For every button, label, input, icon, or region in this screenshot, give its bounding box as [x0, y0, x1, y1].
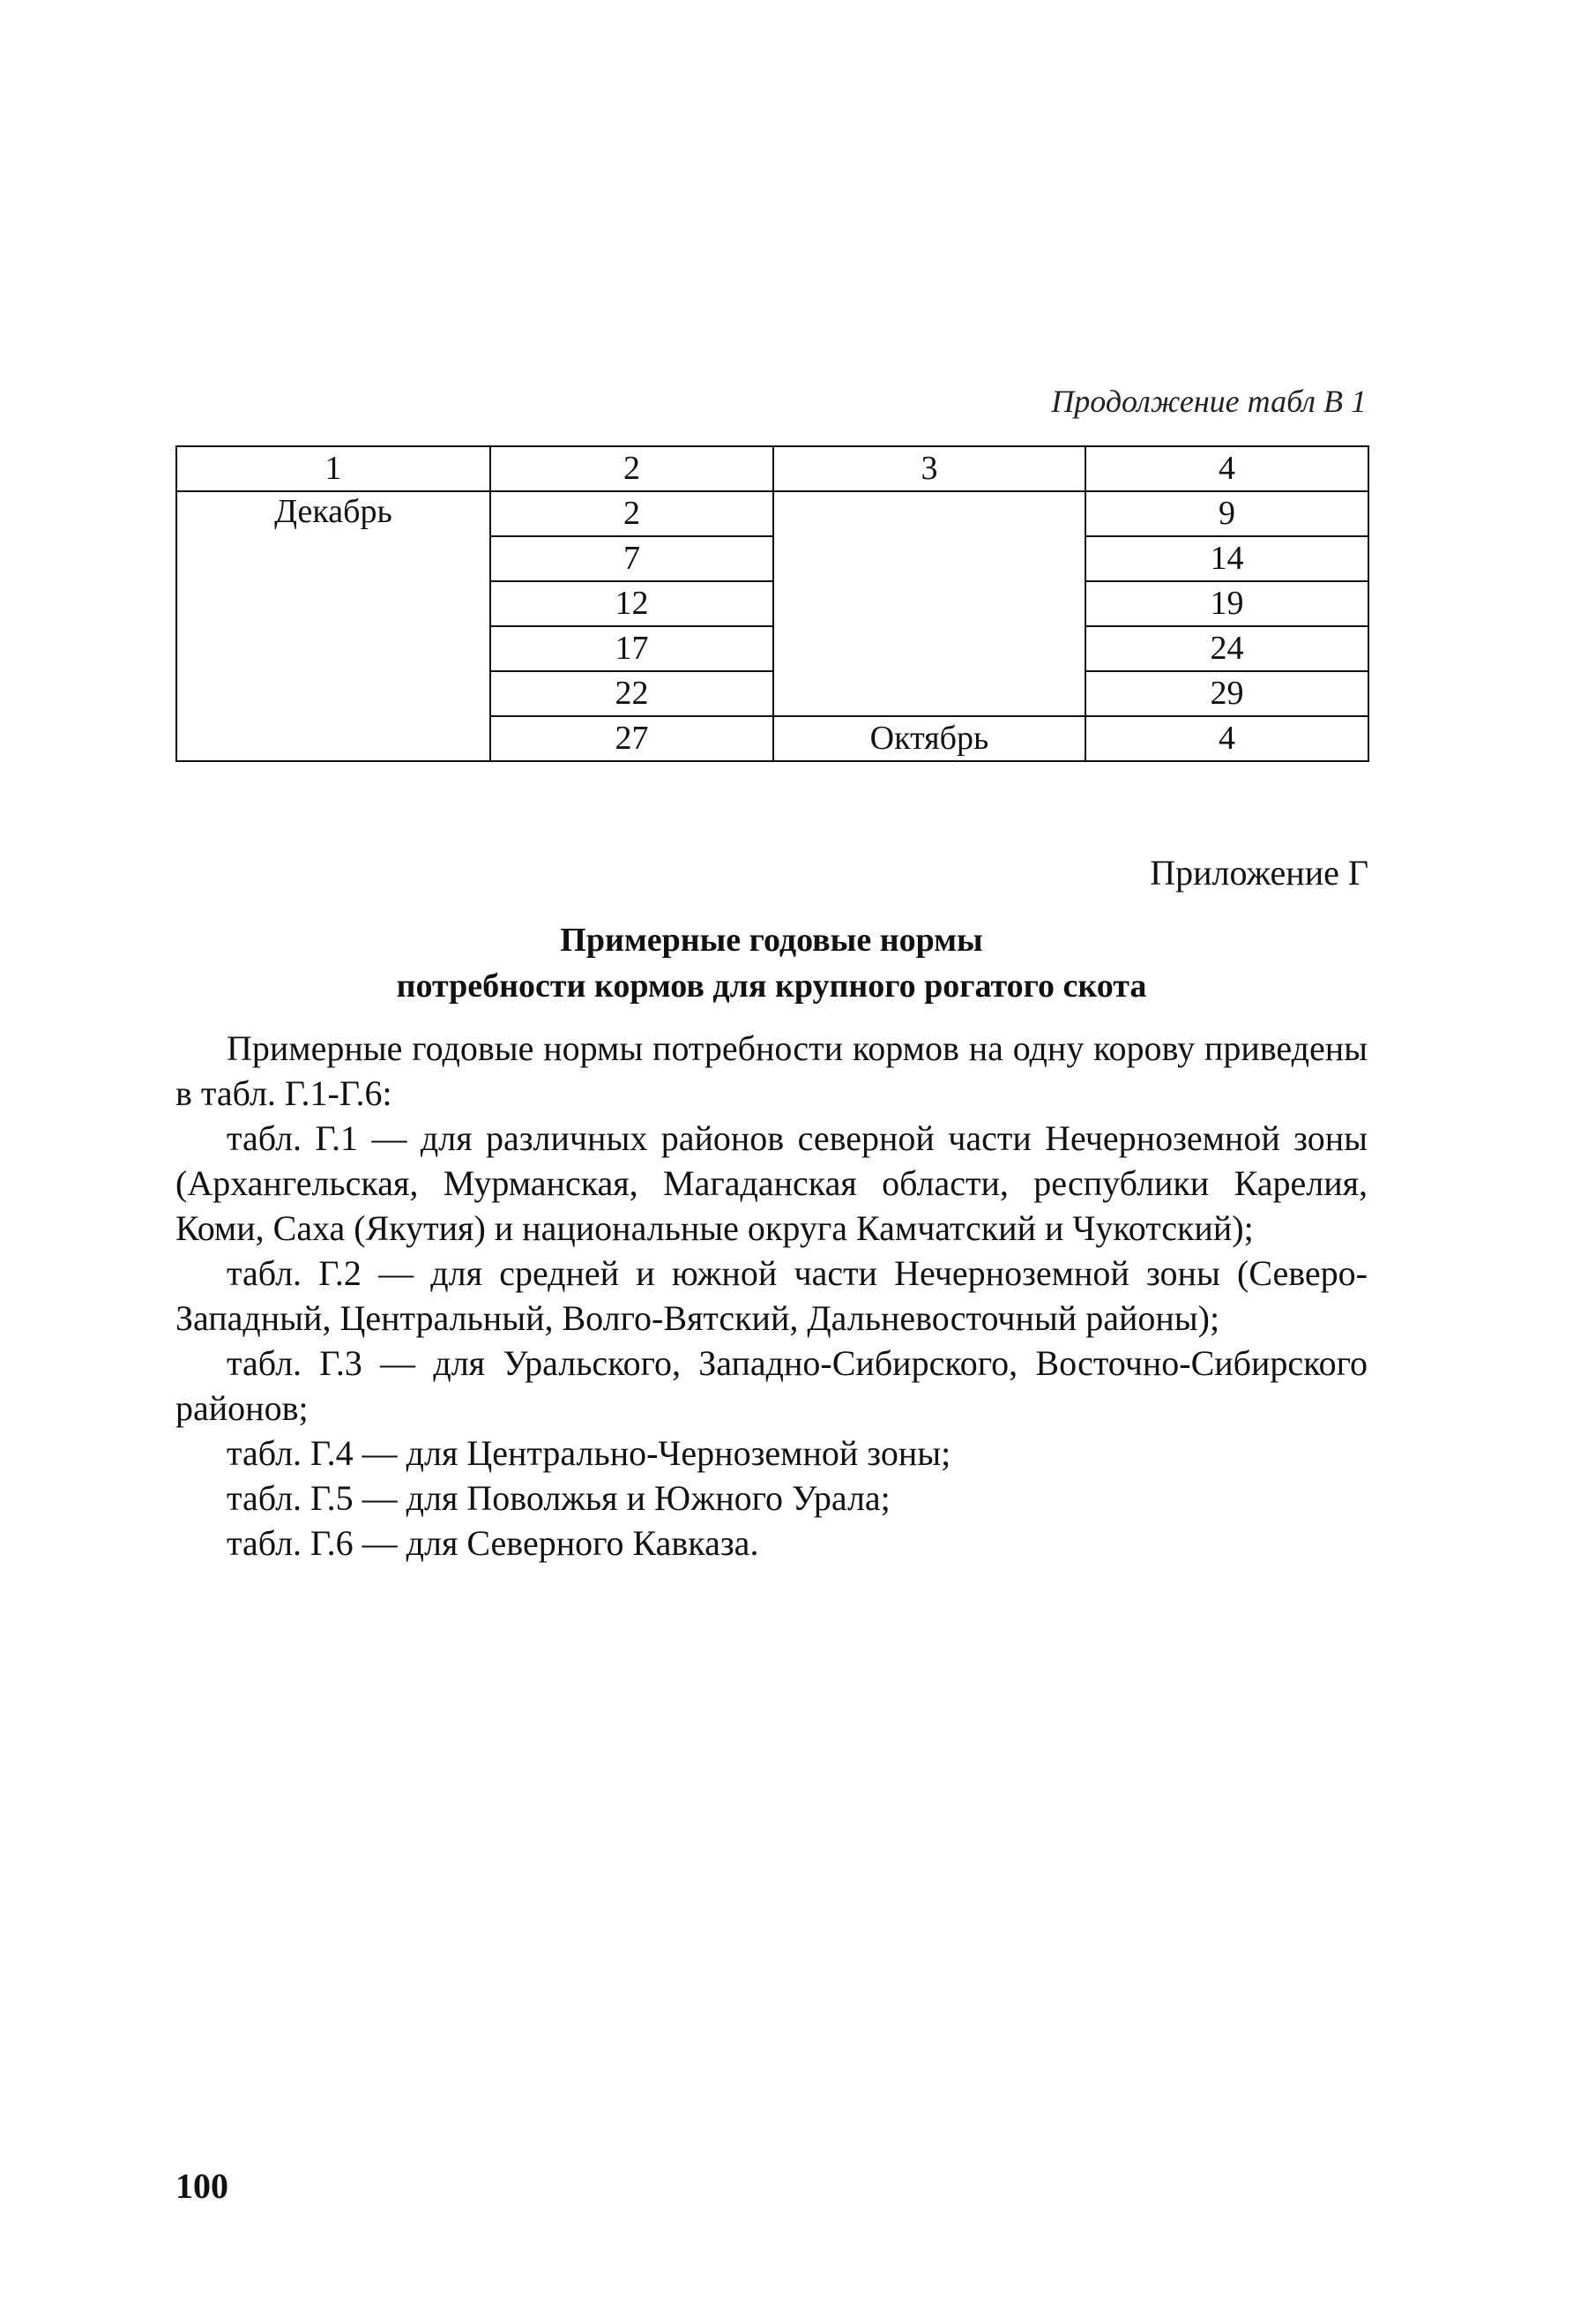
paragraph: табл. Г.5 — для Поволжья и Южного Урала; — [227, 1478, 891, 1518]
month-cell: Октябрь — [773, 716, 1085, 761]
table-cell: 12 — [490, 581, 773, 626]
table-continuation-caption: Продолжение табл В 1 — [1051, 384, 1367, 419]
table-cell: 14 — [1085, 536, 1368, 581]
table-cell: 29 — [1085, 671, 1368, 716]
appendix-label: Приложение Г — [1150, 853, 1368, 893]
schedule-table — [175, 445, 1369, 762]
header-cell: 4 — [1085, 446, 1368, 491]
table-header-row — [176, 446, 1368, 491]
heading-line: потребности кормов для крупного рогатого скота — [396, 968, 1147, 1005]
header-cell: 2 — [490, 446, 773, 491]
header-cell: 3 — [773, 446, 1085, 491]
table-cell: 19 — [1085, 581, 1368, 626]
table-cell: 4 — [1085, 716, 1368, 761]
month-cell: Декабрь — [176, 491, 490, 761]
table-row — [176, 491, 1368, 536]
paragraph: табл. Г.2 — для средней и южной части Нечерноземной зоны (Северо-Западный, Центральный, Волго-Вятский, Дальневосточный районы); — [175, 1253, 1368, 1338]
body-text — [175, 1026, 1368, 1566]
section-heading — [175, 917, 1368, 1009]
heading-line: Примерные годовые нормы — [560, 922, 983, 959]
paragraph: табл. Г.4 — для Центрально-Черноземной зоны; — [227, 1433, 951, 1473]
table-cell: 9 — [1085, 491, 1368, 536]
paragraph: Примерные годовые нормы потребности кормов на одну корову приведены в табл. Г.1-Г.6: — [175, 1028, 1368, 1113]
table-cell: 17 — [490, 626, 773, 671]
page-number: 100 — [175, 2166, 228, 2206]
table-cell: 2 — [490, 491, 773, 536]
paragraph: табл. Г.1 — для различных районов северной части Нечерноземной зоны (Архангельская, Мурманская, Магаданская области, республики Карелия, Коми, Саха (Якутия) и национальные округа Камчатский и Чукотский); — [175, 1118, 1368, 1248]
table-cell: 7 — [490, 536, 773, 581]
paragraph: табл. Г.6 — для Северного Кавказа. — [227, 1523, 759, 1563]
empty-cell — [773, 491, 1085, 716]
table-cell: 27 — [490, 716, 773, 761]
table-cell: 22 — [490, 671, 773, 716]
table-cell: 24 — [1085, 626, 1368, 671]
header-cell: 1 — [176, 446, 490, 491]
paragraph: табл. Г.3 — для Уральского, Западно-Сибирского, Восточно-Сибирского районов; — [175, 1343, 1368, 1428]
